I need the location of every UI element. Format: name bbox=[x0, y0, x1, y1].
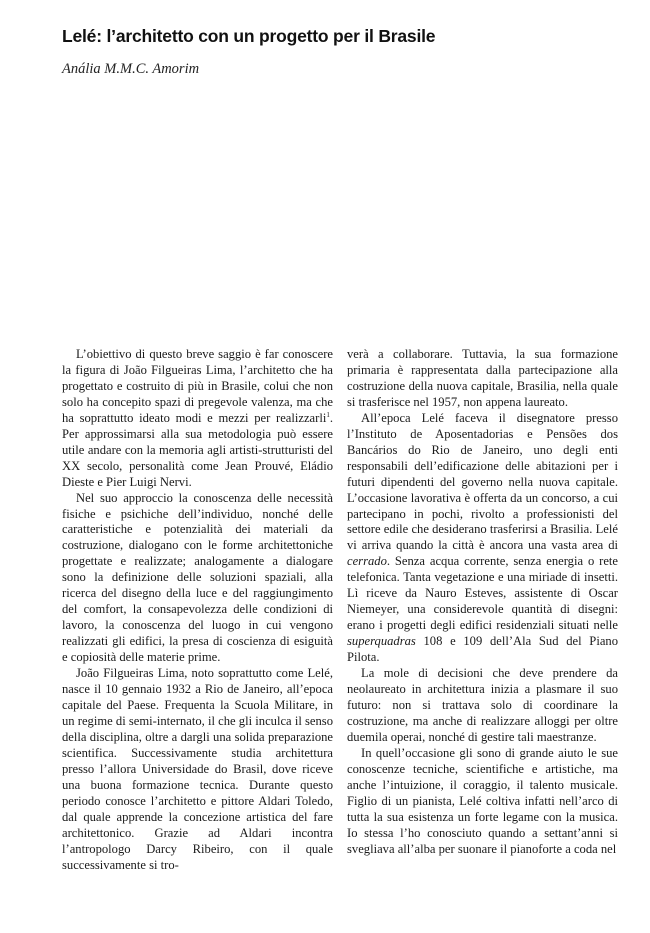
paragraph bbox=[62, 347, 333, 491]
paragraph: João Filgueiras Lima, noto soprattutto come Lelé, nasce il 10 gennaio 1932 a Rio de Janeiro, all’epoca capitale del Paese. Frequenta la Scuola Militare, in un regime di semi-internato, il che gli inculca il senso della disciplina, oltre a dargli una solida preparazione scientifica. Successivamente studia architettura presso l’allora Universidade do Brasil, dove riceve una buona formazione tecnica. Durante questo periodo conosce l’architetto e pittore Aldari Toledo, dal quale apprende la concezione artistica del fare architettonico. Grazie ad Aldari incontra l’antropologo Darcy Ribeiro, con il quale successivamente si tro- bbox=[62, 666, 333, 872]
text-run: . Senza acqua corrente, senza energia o rete telefonica. Tanta vegetazione e una miriade di insetti. Lì riceve da Nauro Esteves, assistente di Oscar Niemeyer, una considerevole quantità di disegni: erano i progetti degli edifici residenziali situati nelle bbox=[347, 554, 618, 633]
paragraph: Nel suo approccio la conoscenza delle necessità fisiche e psichiche dell’individuo, nonché delle caratteristiche e potenzialità dei materiali da costruzione, dialogano con le forme architettoniche progettate e realizzate; analogamente a dialogare sono la definizione delle soluzioni spaziali, alla ricerca del disegno della luce e del raggiungimento del comfort, la consapevolezza delle condizioni di lavoro, la conoscenza del luogo in cui vengono realizzati gli edifici, la presa di coscienza di esiguità e copiosità delle materie prime. bbox=[62, 490, 333, 665]
text-run: 108 e 109 dell’Ala Sud del Piano Pilota. bbox=[347, 634, 618, 665]
italic-term: superquadras bbox=[347, 634, 416, 649]
right-column bbox=[347, 347, 618, 858]
text-run: L’obiettivo di questo breve saggio è far conoscere la figura di João Filgueiras Lima, l’architetto che ha progettato e costruito di più in Brasile, colui che non solo ha concepito spazi di pregevole valenza, ma che ha soprattutto ideato modi e mezzi per realizzarli bbox=[62, 347, 333, 425]
footnote-marker: 1 bbox=[326, 410, 330, 419]
left-column bbox=[62, 347, 333, 873]
author-name: Anália M.M.C. Amorim bbox=[62, 61, 200, 77]
text-run: . Per approssimarsi alla sua metodologia può essere utile andare con la memoria agli artisti-strutturisti del XX secolo, personalità come Jean Prouvé, Eládio Dieste e Pier Luigi Nervi. bbox=[62, 410, 333, 489]
italic-term: cerrado bbox=[347, 554, 387, 569]
paragraph: verà a collaborare. Tuttavia, la sua formazione primaria è rappresentata dalla partecipazione alla costruzione della nuova capitale, Brasilia, nella quale si trasferisce nel 1957, non appena laureato. bbox=[347, 347, 618, 409]
text-run: All’epoca Lelé faceva il disegnatore presso l’Instituto de Aposentadorias e Pensões dos Bancários do Rio de Janeiro, uno degli enti responsabili dell’edificazione delle abitazioni per i futuri dipendenti del governo nella nuova capitale. L’occasione lavorativa è offerta da un concorso, a cui partecipano in pochi, rivolto a professionisti del settore edile che desiderano trasferirsi a Brasilia. Lelé vi arriva quando la città è ancora una vasta area di bbox=[347, 410, 618, 553]
paragraph: La mole di decisioni che deve prendere da neolaureato in architettura inizia a plasmare il suo futuro: non si trattava solo di coordinare la costruzione, ma anche di realizzare alloggi per oltre duemila operai, nonché di gestire tali maestranze. bbox=[347, 666, 618, 744]
paragraph: In quell’occasione gli sono di grande aiuto le sue conoscenze tecniche, scientifiche e artistiche, ma anche l’intuizione, il coraggio, il talento musicale. Figlio di un pianista, Lelé coltiva infatti nell’arco di tutta la sua esistenza un forte legame con la musica. Io stessa l’ho conosciuto quando a settant’anni si svegliava all’alba per suonare il pianoforte a coda nel bbox=[347, 745, 618, 856]
paragraph bbox=[347, 411, 618, 666]
article-title: Lelé: l’architetto con un progetto per il Brasile bbox=[62, 26, 436, 46]
